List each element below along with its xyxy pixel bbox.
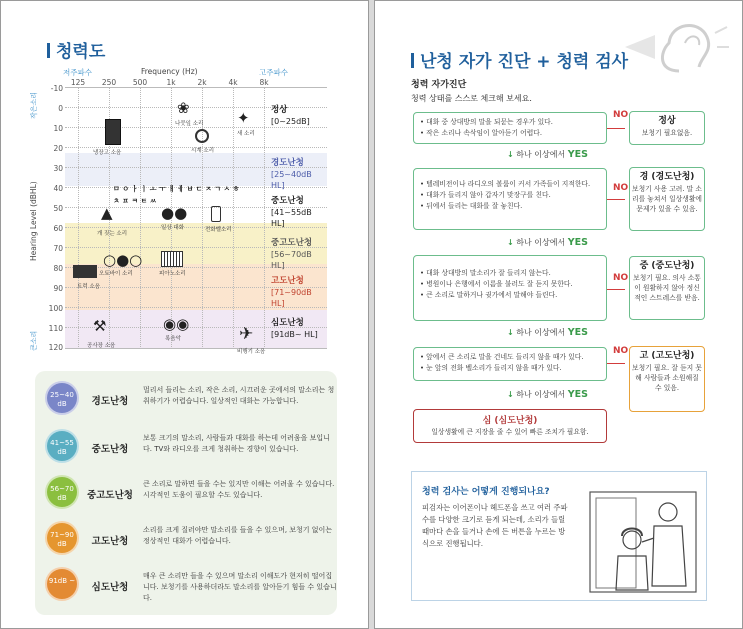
checklist-item: • 대화 중 상대방의 말을 되묻는 경우가 있다.: [420, 117, 600, 128]
yes-label: YES: [567, 237, 588, 248]
yes-connector-2: ↓ 하나 이상에서 YES: [507, 237, 588, 248]
hearing-level-axis-label: Hearing Level (dBHL): [29, 181, 38, 261]
sound-label-piano: 피아노소리: [159, 271, 186, 277]
category-name: 고도난청: [271, 276, 304, 286]
truck-icon: [73, 265, 97, 278]
result-title: 중 (중도난청): [639, 261, 695, 271]
category-name: 중고도난청: [271, 238, 313, 248]
category-moderately-severe: [271, 237, 325, 271]
result-text: 보청기 필요없음.: [641, 129, 693, 137]
level-tick: 120: [48, 343, 63, 352]
freq-tick: 500: [132, 78, 148, 87]
level-badge: 25~40 dB: [45, 381, 79, 415]
result-box-mild: [629, 167, 705, 231]
description-text: 보통 크기의 말소리, 사람들과 대화를 하는데 어려움을 보입니다. TV와 라디오를 크게 청취하는 경향이 있습니다.: [143, 434, 330, 453]
level-tick: 60: [53, 224, 63, 233]
piano-icon: [161, 251, 183, 267]
description-text: 소리를 크게 질러야만 말소리를 들을 수 있으며, 보청기 없이는 정상적인 대화가 어렵습니다.: [143, 526, 333, 545]
result-text: 보청기 필요. 의사 소통이 원활하지 않아 정신적인 스트레스를 받음.: [633, 274, 701, 302]
result-title: 심 (심도난청): [482, 416, 538, 426]
yes-label: YES: [567, 149, 588, 160]
checklist-item: • 눈 앞의 전화 벨소리가 들리지 않을 때가 있다.: [420, 363, 600, 374]
level-tick: 70: [53, 244, 63, 253]
hearing-test-answer: 피검자는 이어폰이나 헤드폰을 쓰고 여러 주파수를 다양한 크기로 듣게 되는데, 소리가 들릴 때마다 손을 들거나 손에 든 버튼을 누르는 방식으로 진행됩니다.: [422, 503, 568, 548]
dog-icon: ▲: [101, 204, 113, 222]
description-name: 중도난청: [91, 444, 129, 455]
level-tick: 50: [53, 204, 63, 213]
sound-label-clock: 시계 소리: [191, 148, 215, 154]
level-tick: -10: [50, 84, 63, 93]
checklist-item: • 큰 소리로 말하거나 귓가에서 말해야 들린다.: [420, 290, 600, 301]
no-label: NO: [613, 110, 629, 120]
level-tick: 100: [48, 304, 63, 313]
phone-icon: [211, 206, 221, 222]
result-box-severe: [629, 346, 705, 412]
category-name: 정상: [271, 105, 288, 115]
section-title: [47, 37, 105, 62]
sound-label-leaves: 나뭇잎 소리: [175, 121, 204, 127]
yes-label: YES: [567, 389, 588, 400]
level-tick: 110: [48, 324, 63, 333]
no-label: NO: [613, 183, 629, 193]
no-label: NO: [613, 346, 629, 356]
description-row-moderately-severe: [45, 471, 335, 517]
low-frequency-label: 저주파수: [63, 68, 92, 77]
result-box-normal: [629, 111, 705, 145]
checklist-box-4: [413, 347, 607, 381]
bird-icon: ✦: [237, 109, 250, 127]
frequency-axis-label: Frequency (Hz): [141, 67, 198, 76]
result-text: 보청기 필요. 잘 듣지 못해 사람들과 소원해질 수 있음.: [632, 364, 702, 392]
sound-label-band: 록음악: [165, 336, 181, 342]
result-text: 보청기 사용 고려. 말 소리를 놓쳐서 일상생활에 문제가 있을 수 있음.: [632, 185, 702, 213]
description-row-severe: [45, 517, 335, 563]
category-profound: [271, 317, 325, 340]
category-range: [56~70dB HL]: [271, 250, 312, 270]
yes-label: YES: [567, 327, 588, 338]
result-title: 정상: [658, 116, 676, 126]
description-name: 경도난청: [91, 396, 129, 407]
yes-prefix: 하나 이상에서: [516, 390, 566, 399]
description-name: 중고도난청: [87, 490, 133, 501]
drill-icon: ⚒: [93, 317, 107, 335]
refrigerator-icon: [105, 119, 121, 145]
yes-connector-4: ↓ 하나 이상에서 YES: [507, 389, 588, 400]
result-box-profound: [413, 409, 607, 443]
section-title-text: 난청 자가 진단 + 청력 검사: [420, 52, 629, 72]
level-tick: 80: [53, 264, 63, 273]
yes-prefix: 하나 이상에서: [516, 150, 566, 159]
hearing-test-question: 청력 검사는 어떻게 진행되나요?: [422, 487, 550, 497]
checklist-item: • 앞에서 큰 소리로 말을 건네도 들리지 않을 때가 있다.: [420, 352, 600, 363]
yes-connector-1: ↓ 하나 이상에서 YES: [507, 149, 588, 160]
description-name: 고도난청: [91, 536, 129, 547]
sound-label-fridge: 냉장고 소음: [93, 150, 122, 156]
airplane-icon: ✈: [239, 324, 254, 344]
speech-sound-letters: ㅁ ㅇ ㅏ ㅣ ㅗ ㅜ ㅐ ㅔ ㅂ ㄷ ㅈ ㄱ ㅅ ㅎ ㅊ ㅍ ㅋ ㅌ ㅆ: [113, 185, 240, 205]
checklist-item: • 병원이나 은행에서 이름을 불러도 잘 듣지 못한다.: [420, 279, 600, 290]
level-badge: 91dB ~: [45, 567, 79, 601]
category-name: 경도난청: [271, 158, 304, 168]
freq-tick: 2k: [197, 78, 207, 87]
sound-label-drill: 공사장 소음: [87, 343, 116, 349]
level-tick: 0: [58, 104, 63, 113]
level-tick: 90: [53, 284, 63, 293]
level-tick: 40: [53, 184, 63, 193]
category-range: [41~55dB HL]: [271, 208, 312, 228]
checklist-box-1: [413, 112, 607, 144]
freq-tick: 8k: [259, 78, 269, 87]
level-tick: 20: [53, 144, 63, 153]
level-badge: 56~70 dB: [45, 475, 79, 509]
level-badge: 41~55 dB: [45, 429, 79, 463]
yes-prefix: 하나 이상에서: [516, 238, 566, 247]
no-label: NO: [613, 273, 629, 283]
category-range: [25~40dB HL]: [271, 170, 312, 190]
no-arrow: [607, 289, 625, 290]
result-title: 경 (경도난청): [639, 172, 695, 182]
checklist-box-2: [413, 168, 607, 230]
ear-illustration-icon: [619, 13, 729, 79]
description-name: 심도난청: [91, 582, 129, 593]
hearing-loss-description-panel: [35, 371, 337, 615]
sound-label-motorcycle: 오토바이 소리: [99, 271, 133, 277]
freq-tick: 1k: [166, 78, 176, 87]
category-range: [0~25dB]: [271, 117, 310, 126]
checklist-item: • 텔레비전이나 라디오의 볼륨이 커서 가족들이 지적한다.: [420, 179, 600, 190]
description-row-profound: [45, 563, 335, 609]
people-talking-icon: ●●: [161, 204, 188, 222]
section-title: [411, 47, 628, 72]
self-diagnosis-instruction: 청력 상태를 스스로 체크해 보세요.: [411, 94, 532, 103]
category-name: 중도난청: [271, 196, 304, 206]
level-tick: 30: [53, 164, 63, 173]
description-text: 매우 큰 소리만 들을 수 있으며 말소리 이해도가 현저히 떨어집니다. 보청기를 사용하더라도 말소리를 알아듣기 힘들 수 있습니다.: [143, 572, 337, 602]
category-moderate: [271, 195, 325, 229]
sound-label-dog: 개 짖는 소리: [97, 231, 128, 237]
leaves-icon: ❀: [177, 99, 190, 117]
motorcycle-icon: ○●○: [103, 251, 143, 269]
freq-tick: 4k: [228, 78, 238, 87]
clock-icon: [195, 129, 209, 143]
right-page: [374, 0, 743, 629]
checklist-item: • 뒤에서 들리는 대화를 잘 놓친다.: [420, 201, 600, 212]
drum-band-icon: ◉◉: [163, 315, 190, 333]
yes-prefix: 하나 이상에서: [516, 328, 566, 337]
yes-connector-3: ↓ 하나 이상에서 YES: [507, 327, 588, 338]
sound-label-phone: 전화벨소리: [205, 227, 232, 233]
description-text: 멀리서 들리는 소리, 작은 소리, 시끄러운 곳에서의 말소리는 청취하기가 어렵습니다. 일상적인 대화는 가능합니다.: [143, 386, 335, 405]
category-range: [71~90dB HL]: [271, 288, 312, 308]
description-text: 큰 소리로 말하면 들을 수는 있지만 이해는 어려울 수 있습니다. 시각적인 도움이 필요할 수도 있습니다.: [143, 480, 335, 499]
checklist-item: • 대화 상대방의 말소리가 잘 들리지 않는다.: [420, 268, 600, 279]
sound-label-talk: 일상 대화: [161, 225, 185, 231]
hearing-test-info-box: [411, 471, 707, 601]
section-title-text: 청력도: [56, 42, 106, 62]
result-box-moderate: [629, 256, 705, 320]
result-title: 고 (고도난청): [639, 351, 695, 361]
freq-tick: 250: [101, 78, 117, 87]
category-mild: [271, 157, 325, 191]
freq-tick: 125: [70, 78, 86, 87]
self-diagnosis-subtitle: 청력 자가진단: [411, 80, 467, 90]
level-tick: 10: [53, 124, 63, 133]
no-arrow: [607, 128, 625, 129]
category-severe: [271, 275, 325, 309]
checklist-item: • 대화가 들리지 않아 갑자기 맞장구를 친다.: [420, 190, 600, 201]
soft-sound-label: 작은소리: [30, 91, 38, 119]
sound-label-truck: 트럭 소음: [77, 284, 101, 290]
result-text: 일상생활에 큰 지장을 줄 수 있어 빠른 조치가 필요함.: [431, 428, 589, 436]
loud-sound-label: 큰소리: [30, 330, 38, 351]
left-page: [0, 0, 369, 629]
checklist-box-3: [413, 255, 607, 321]
sound-label-airplane: 비행기 소음: [237, 349, 266, 355]
description-row-mild: [45, 377, 335, 423]
category-name: 심도난청: [271, 318, 304, 328]
no-arrow: [607, 199, 625, 200]
description-row-moderate: [45, 425, 335, 471]
category-range: [91dB~ HL]: [271, 330, 318, 339]
checklist-item: • 작은 소리나 속삭임이 알아듣기 어렵다.: [420, 128, 600, 139]
level-badge: 71~90 dB: [45, 521, 79, 555]
sound-label-bird: 새 소리: [237, 131, 255, 137]
no-arrow: [607, 363, 625, 364]
hearing-test-illustration-icon: [582, 486, 702, 598]
high-frequency-label: 고주파수: [259, 68, 288, 77]
category-normal: [271, 104, 325, 127]
